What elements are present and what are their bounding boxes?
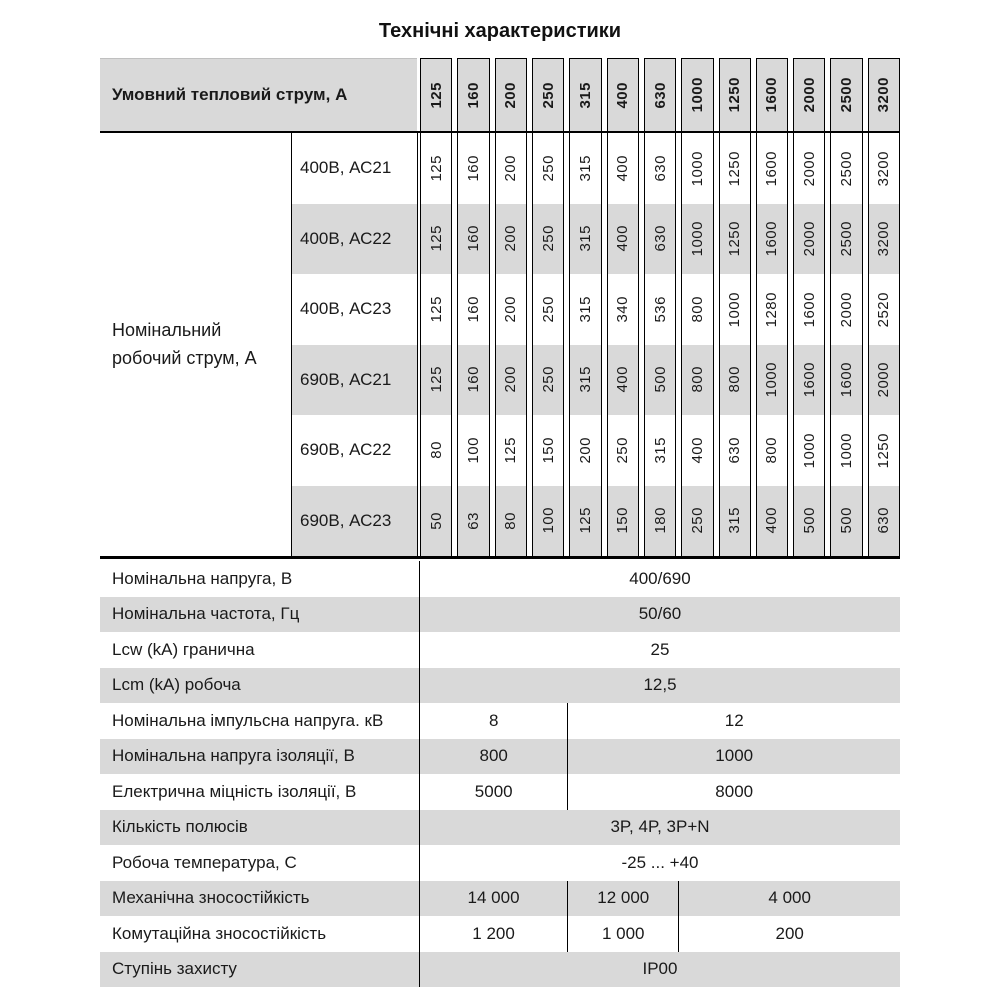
value: 150 <box>539 436 557 464</box>
spec-value: 1 000 <box>567 916 678 952</box>
value: 160 <box>464 154 482 182</box>
column-header-value: 3200 <box>875 77 893 113</box>
value: 200 <box>576 436 594 464</box>
table-row-690v-ac23 <box>292 486 900 557</box>
spec-label: Номінальна напруга, В <box>100 561 420 597</box>
value-cell <box>569 274 601 345</box>
value: 630 <box>651 154 669 182</box>
value: 800 <box>688 295 706 323</box>
value: 150 <box>614 507 632 535</box>
value: 250 <box>539 295 557 323</box>
spec-label: Комутаційна зносостійкість <box>100 916 420 952</box>
value: 125 <box>427 295 445 323</box>
spec-label: Електрична міцність ізоляції, В <box>100 774 420 810</box>
column-header-value: 2500 <box>838 77 856 113</box>
value: 500 <box>838 507 856 535</box>
value: 180 <box>651 507 669 535</box>
spec-row-insulation-voltage <box>100 739 900 775</box>
value-cell <box>868 133 900 204</box>
column-header-value: 200 <box>502 81 520 109</box>
spec-value: 200 <box>678 916 900 952</box>
value: 250 <box>539 225 557 253</box>
value-cell <box>830 415 862 486</box>
row-group-label: Номінальний робочий струм, А <box>100 133 292 556</box>
value: 250 <box>614 436 632 464</box>
column-header-cell <box>569 58 601 131</box>
value: 160 <box>464 366 482 394</box>
value-cell <box>420 345 452 416</box>
value-cell <box>719 345 751 416</box>
column-header-value: 160 <box>464 81 482 109</box>
value-cell <box>457 486 489 557</box>
column-header-cell <box>756 58 788 131</box>
rated-current-rows <box>292 133 900 556</box>
value-cell <box>793 345 825 416</box>
value: 125 <box>427 154 445 182</box>
value: 2520 <box>875 291 893 327</box>
value-cell <box>569 204 601 275</box>
spec-row-poles <box>100 810 900 846</box>
row-label: 400В, АС23 <box>292 274 418 345</box>
value-cell <box>569 345 601 416</box>
value-cell <box>495 204 527 275</box>
thermal-current-header-label: Умовний тепловий струм, А <box>100 58 417 131</box>
value: 160 <box>464 225 482 253</box>
spec-value: 12 000 <box>567 881 678 917</box>
value: 400 <box>763 507 781 535</box>
value-cell <box>756 133 788 204</box>
spec-row-impulse-voltage <box>100 703 900 739</box>
value-cell <box>830 133 862 204</box>
value: 315 <box>726 507 744 535</box>
value-cell <box>830 345 862 416</box>
value-cell <box>495 345 527 416</box>
value-cell <box>868 204 900 275</box>
value: 100 <box>539 507 557 535</box>
value: 250 <box>688 507 706 535</box>
value-cell <box>719 415 751 486</box>
row-label: 690В, АС23 <box>292 486 418 557</box>
value: 200 <box>502 225 520 253</box>
column-header-value: 125 <box>427 81 445 109</box>
value: 500 <box>651 366 669 394</box>
column-header-cell <box>830 58 862 131</box>
value-cell <box>495 133 527 204</box>
rated-current-block <box>100 133 900 559</box>
column-header-value: 1600 <box>763 77 781 113</box>
value-cell <box>830 486 862 557</box>
value: 315 <box>576 154 594 182</box>
spec-row-temperature <box>100 845 900 881</box>
value: 1000 <box>763 362 781 398</box>
value: 315 <box>576 225 594 253</box>
value: 250 <box>539 366 557 394</box>
value-cell <box>644 204 676 275</box>
value-cell <box>644 486 676 557</box>
value: 1600 <box>838 362 856 398</box>
value-cell <box>793 274 825 345</box>
value-cell <box>756 204 788 275</box>
value-cell <box>420 204 452 275</box>
row-values <box>420 345 900 416</box>
value: 400 <box>614 225 632 253</box>
value: 125 <box>502 436 520 464</box>
value-cell <box>830 274 862 345</box>
value: 1000 <box>838 432 856 468</box>
value-cell <box>681 204 713 275</box>
value: 1280 <box>763 291 781 327</box>
spec-label: Lcm (kA) робоча <box>100 668 420 704</box>
value-cell <box>532 486 564 557</box>
column-header-value: 630 <box>651 81 669 109</box>
value-cell <box>495 274 527 345</box>
value-cell <box>420 415 452 486</box>
header-columns <box>420 58 900 131</box>
spec-row-protection-degree <box>100 952 900 988</box>
spec-label: Номінальна напруга ізоляції, В <box>100 739 420 775</box>
value-cell <box>607 345 639 416</box>
value: 630 <box>726 436 744 464</box>
value: 200 <box>502 295 520 323</box>
value-cell <box>644 415 676 486</box>
spec-value: 1000 <box>567 739 900 775</box>
value-cell <box>644 345 676 416</box>
value-cell <box>719 204 751 275</box>
spec-label: Номінальна частота, Гц <box>100 597 420 633</box>
value-cell <box>420 133 452 204</box>
value: 2000 <box>800 150 818 186</box>
value: 500 <box>800 507 818 535</box>
spec-value: 14 000 <box>467 888 520 908</box>
row-values <box>420 204 900 275</box>
spec-label: Номінальна імпульсна напруга. кВ <box>100 703 420 739</box>
value: 800 <box>763 436 781 464</box>
value-cell <box>532 274 564 345</box>
spec-value: 5000 <box>474 781 513 801</box>
row-label: 400В, АС22 <box>292 204 418 275</box>
value: 160 <box>464 295 482 323</box>
value: 125 <box>427 366 445 394</box>
row-label: 400В, АС21 <box>292 133 418 204</box>
value-cell <box>793 415 825 486</box>
table-row-690v-ac22 <box>292 415 900 486</box>
value-cell <box>532 204 564 275</box>
spec-value: 800 <box>479 746 508 766</box>
value-cell <box>420 486 452 557</box>
value: 1600 <box>763 221 781 257</box>
value-cell <box>495 486 527 557</box>
value-cell <box>719 133 751 204</box>
value-cell <box>457 133 489 204</box>
value: 400 <box>688 436 706 464</box>
value: 1250 <box>726 221 744 257</box>
value: 1000 <box>726 291 744 327</box>
value-cell <box>681 274 713 345</box>
column-header-value: 2000 <box>800 77 818 113</box>
value: 800 <box>726 366 744 394</box>
value: 1000 <box>688 150 706 186</box>
value: 315 <box>576 366 594 394</box>
value: 250 <box>539 154 557 182</box>
row-values <box>420 274 900 345</box>
value: 2000 <box>838 291 856 327</box>
column-header-value: 400 <box>614 81 632 109</box>
value: 340 <box>614 295 632 323</box>
spec-label: Ступінь захисту <box>100 952 420 988</box>
table-header-row <box>100 58 900 133</box>
value-cell <box>607 133 639 204</box>
spec-value: 8000 <box>567 774 900 810</box>
value-cell <box>868 345 900 416</box>
value-cell <box>457 204 489 275</box>
value: 1250 <box>726 150 744 186</box>
spec-section <box>100 561 900 987</box>
spec-value: 25 <box>650 639 670 659</box>
value: 1000 <box>800 432 818 468</box>
spec-value: 12,5 <box>643 675 677 695</box>
value-cell <box>495 415 527 486</box>
tech-specs-table <box>100 58 900 559</box>
value: 50 <box>427 511 445 530</box>
value-cell <box>719 274 751 345</box>
value: 2500 <box>838 150 856 186</box>
spec-row-nominal-frequency <box>100 597 900 633</box>
value: 800 <box>688 366 706 394</box>
value-cell <box>420 274 452 345</box>
value-cell <box>793 486 825 557</box>
spec-value: -25 ... +40 <box>621 852 699 872</box>
value: 2000 <box>875 362 893 398</box>
value-cell <box>644 133 676 204</box>
value: 630 <box>651 225 669 253</box>
column-header-cell <box>793 58 825 131</box>
value-cell <box>868 415 900 486</box>
value: 80 <box>427 441 445 460</box>
value-cell <box>607 486 639 557</box>
column-header-cell <box>532 58 564 131</box>
value-cell <box>793 204 825 275</box>
value: 1600 <box>763 150 781 186</box>
value-cell <box>681 133 713 204</box>
spec-value: 3P, 4P, 3P+N <box>610 817 710 837</box>
value-cell <box>569 133 601 204</box>
value-cell <box>756 415 788 486</box>
spec-value: 12 <box>567 703 900 739</box>
spec-label: Механічна зносостійкість <box>100 881 420 917</box>
table-row-400v-ac21 <box>292 133 900 204</box>
value-cell <box>457 274 489 345</box>
value-cell <box>756 274 788 345</box>
value: 630 <box>875 507 893 535</box>
value: 125 <box>576 507 594 535</box>
spec-row-dielectric-strength <box>100 774 900 810</box>
spec-value: 8 <box>488 710 499 730</box>
column-header-value: 315 <box>576 81 594 109</box>
table-row-690v-ac21 <box>292 345 900 416</box>
value-cell <box>607 204 639 275</box>
value-cell <box>756 486 788 557</box>
table-row-400v-ac23 <box>292 274 900 345</box>
column-header-value: 1250 <box>726 77 744 113</box>
value: 315 <box>576 295 594 323</box>
page-title: Технічні характеристики <box>378 20 622 42</box>
spec-value: 4 000 <box>678 881 900 917</box>
column-header-cell <box>495 58 527 131</box>
column-header-cell <box>681 58 713 131</box>
value: 2500 <box>838 221 856 257</box>
value-cell <box>644 274 676 345</box>
value: 3200 <box>875 150 893 186</box>
value-cell <box>532 415 564 486</box>
spec-value: IP00 <box>642 959 678 979</box>
value-cell <box>457 415 489 486</box>
value: 536 <box>651 295 669 323</box>
row-values <box>420 486 900 557</box>
row-label: 690В, АС21 <box>292 345 418 416</box>
spec-value: 1 200 <box>472 923 515 943</box>
column-header-value: 250 <box>539 81 557 109</box>
column-header-cell <box>644 58 676 131</box>
spec-row-nominal-voltage <box>100 561 900 597</box>
row-label: 690В, АС22 <box>292 415 418 486</box>
spec-row-lcw <box>100 632 900 668</box>
value: 80 <box>502 511 520 530</box>
value-cell <box>569 415 601 486</box>
value: 1600 <box>800 291 818 327</box>
spec-row-switching-endurance <box>100 916 900 952</box>
spec-label: Lcw (kA) гранична <box>100 632 420 668</box>
column-header-cell <box>607 58 639 131</box>
value-cell <box>607 415 639 486</box>
value-cell <box>532 133 564 204</box>
value: 1250 <box>875 432 893 468</box>
row-values <box>420 415 900 486</box>
value-cell <box>681 415 713 486</box>
spec-row-lcm <box>100 668 900 704</box>
value-cell <box>868 486 900 557</box>
value: 100 <box>464 436 482 464</box>
value: 1000 <box>688 221 706 257</box>
value: 315 <box>651 436 669 464</box>
column-header-cell <box>457 58 489 131</box>
spec-label: Кількість полюсів <box>100 810 420 846</box>
spec-label: Робоча температура, С <box>100 845 420 881</box>
value: 63 <box>464 511 482 530</box>
column-header-cell <box>719 58 751 131</box>
value: 400 <box>614 154 632 182</box>
column-header-cell <box>420 58 452 131</box>
value-cell <box>457 345 489 416</box>
spec-value: 50/60 <box>638 604 682 624</box>
column-header-cell <box>868 58 900 131</box>
value-cell <box>681 486 713 557</box>
value: 200 <box>502 366 520 394</box>
value-cell <box>793 133 825 204</box>
value-cell <box>607 274 639 345</box>
value: 125 <box>427 225 445 253</box>
spec-row-mechanical-endurance <box>100 881 900 917</box>
value-cell <box>756 345 788 416</box>
value-cell <box>719 486 751 557</box>
value-cell <box>532 345 564 416</box>
value: 3200 <box>875 221 893 257</box>
value-cell <box>569 486 601 557</box>
value-cell <box>868 274 900 345</box>
row-values <box>420 133 900 204</box>
value-cell <box>681 345 713 416</box>
value: 1600 <box>800 362 818 398</box>
value: 400 <box>614 366 632 394</box>
value: 200 <box>502 154 520 182</box>
value-cell <box>830 204 862 275</box>
value: 2000 <box>800 221 818 257</box>
spec-value: 400/690 <box>629 568 691 588</box>
table-row-400v-ac22 <box>292 204 900 275</box>
column-header-value: 1000 <box>688 77 706 113</box>
